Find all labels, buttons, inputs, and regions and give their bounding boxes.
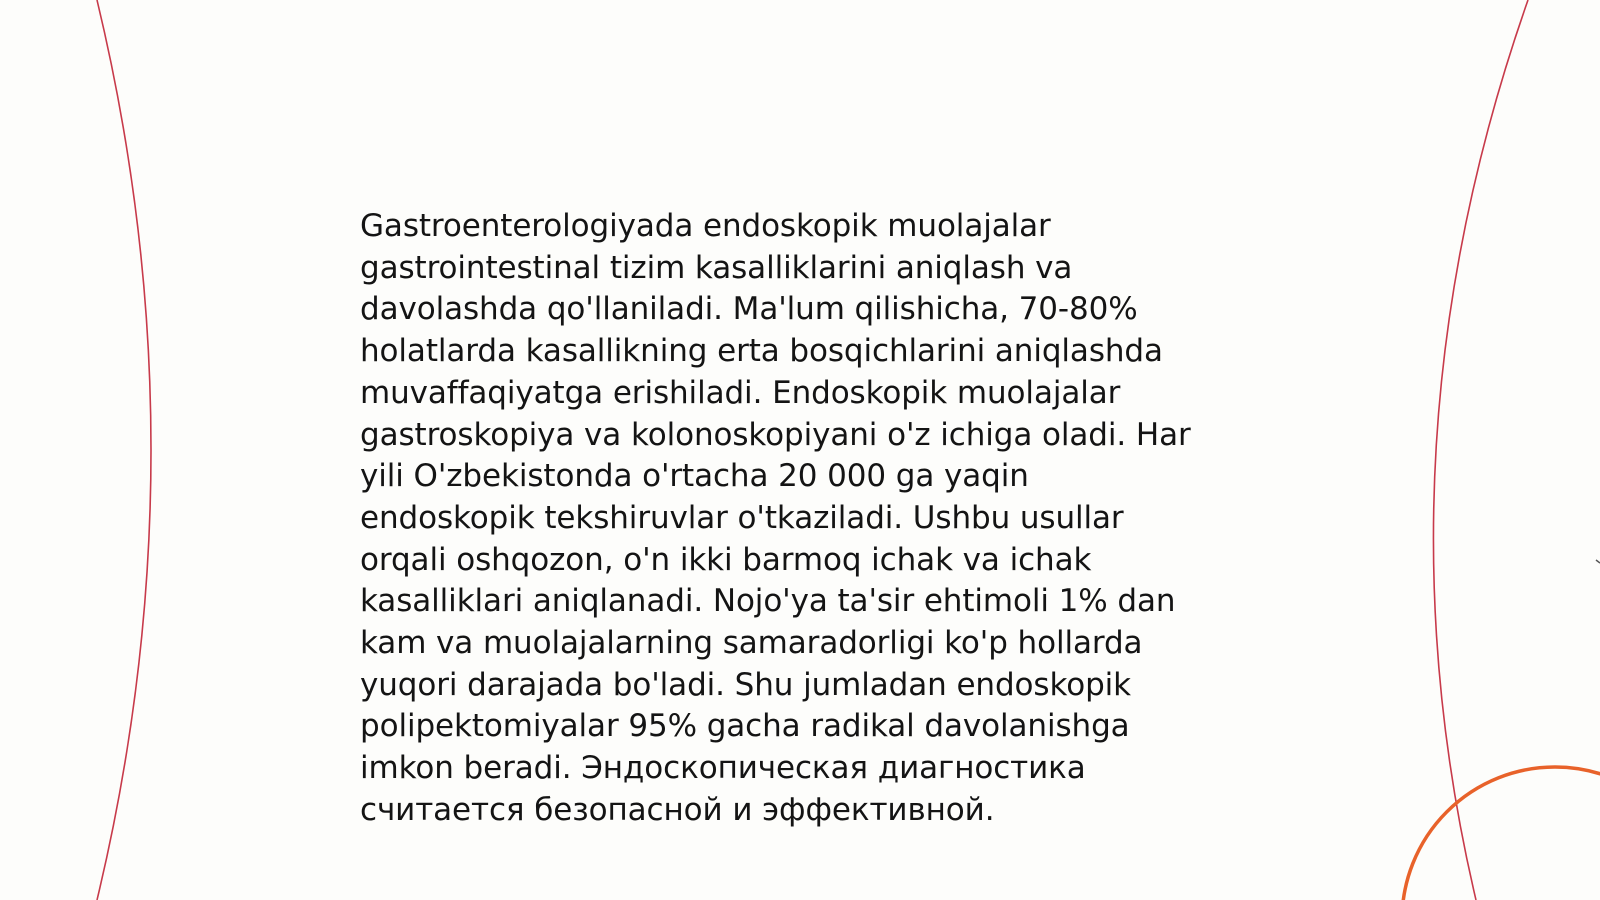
accent-circle [1402, 767, 1600, 900]
slide-body-text: Gastroenterologiyada endoskopik muolajalar gastrointestinal tizim kasalliklarini aniqlash va davolashda qo'llaniladi. Ma'lum qilishicha, 70-80% holatlarda kasallikning erta bosqichlarini aniqlashda muvaffaqiyatga erishiladi. Endoskopik muolajalar gastroskopiya va kolonoskopiyani o'z ichiga oladi. Har yili O'zbekistonda o'rtacha 20 000 ga yaqin endoskopik tekshiruvlar o'tkaziladi. Ushbu usullar orqali oshqozon, o'n ikki barmoq ichak va ichak kasalliklari aniqlanadi. Nojo'ya ta'sir ehtimoli 1% dan kam va muolajalarning samaradorligi ko'p hollarda yuqori darajada bo'ladi. Shu jumladan endoskopik polipektomiyalar 95% gacha radikal davolanishga imkon beradi. Эндоскопическая диагностика считается безопасной и эффективной. [360, 208, 1191, 828]
left-arc-line [97, 0, 151, 900]
right-arc-line [1433, 0, 1528, 900]
edge-mark [1596, 560, 1600, 563]
